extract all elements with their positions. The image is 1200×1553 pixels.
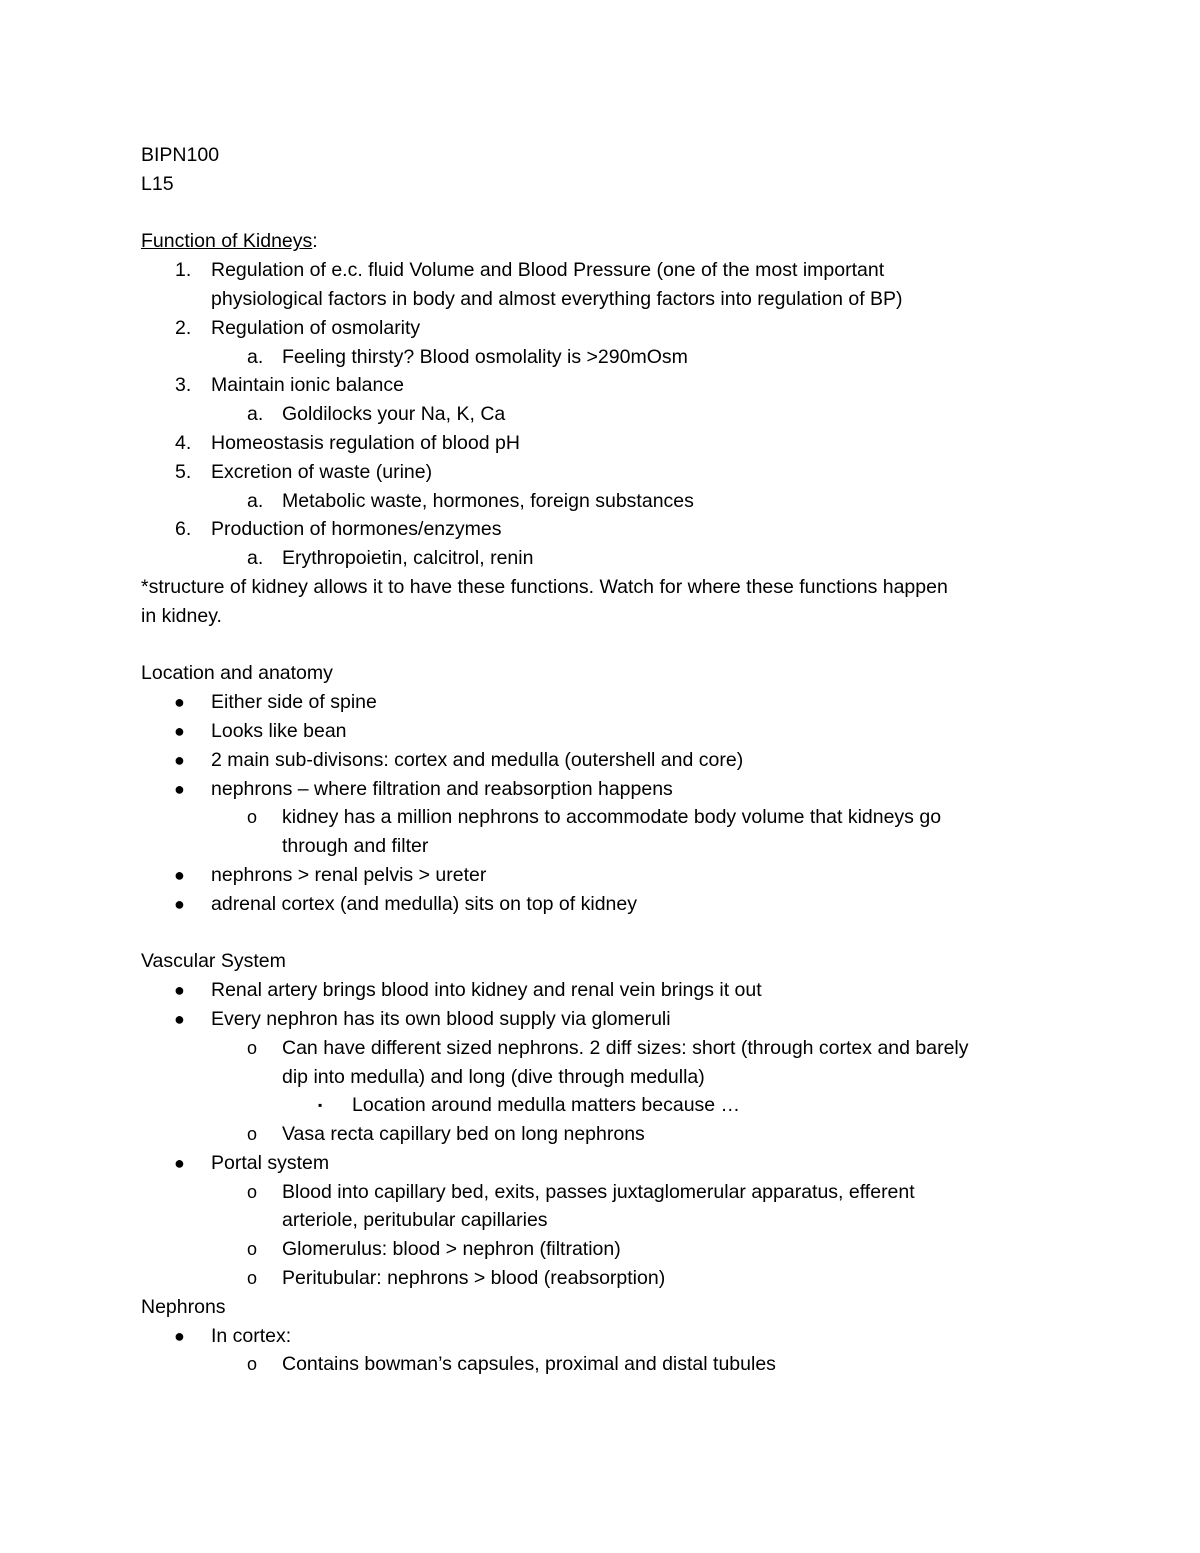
bullet-text: Renal artery brings blood into kidney and renal vein brings it out xyxy=(211,979,762,1002)
bullet-item xyxy=(141,717,1056,746)
item-number: 3. xyxy=(175,374,192,397)
sub-bullet-item xyxy=(141,1120,1056,1149)
functions-heading-text: Function of Kidneys xyxy=(141,230,313,253)
sub-bullet-item xyxy=(141,1350,1056,1379)
bullet-item xyxy=(141,1149,1056,1178)
bullet-text: Portal system xyxy=(211,1151,330,1174)
functions-heading-colon: : xyxy=(312,230,318,253)
sub-sub-bullet-text: Location around medulla matters because … xyxy=(352,1094,741,1117)
subitem-text: Metabolic waste, hormones, foreign substances xyxy=(282,489,694,512)
bullet-icon: ● xyxy=(174,980,185,1001)
bullet-icon: ● xyxy=(174,778,185,799)
bullet-text: nephrons > renal pelvis > ureter xyxy=(211,863,487,886)
square-bullet-icon: ▪ xyxy=(318,1098,323,1113)
bullet-item xyxy=(141,746,1056,775)
course-code: BIPN100 xyxy=(141,144,220,166)
numbered-item xyxy=(141,371,1056,400)
numbered-item-continuation: physiological factors in body and almost everything factors into regulation of BP) xyxy=(211,287,903,310)
item-number: 4. xyxy=(175,431,192,454)
bullet-text: 2 main sub-divisons: cortex and medulla (outershell and core) xyxy=(211,748,744,771)
bullet-item xyxy=(141,1005,1056,1034)
spacer xyxy=(141,631,1056,660)
subitem-text: Erythropoietin, calcitrol, renin xyxy=(282,547,534,570)
circle-bullet-icon: o xyxy=(247,807,258,828)
item-text: Homeostasis regulation of blood pH xyxy=(211,431,520,454)
bullet-text: In cortex: xyxy=(211,1324,292,1347)
circle-bullet-icon: o xyxy=(247,1124,258,1145)
bullet-item xyxy=(141,1322,1056,1351)
sub-bullet-item xyxy=(141,1034,1056,1063)
item-text: Regulation of osmolarity xyxy=(211,316,421,339)
sub-sub-bullet-item xyxy=(141,1091,1056,1120)
bullet-icon: ● xyxy=(174,864,185,885)
circle-bullet-icon: o xyxy=(247,1239,258,1260)
sub-bullet-continuation: arteriole, peritubular capillaries xyxy=(282,1209,548,1232)
bullet-text: Looks like bean xyxy=(211,719,347,742)
bullet-icon: ● xyxy=(174,749,185,770)
section-heading-vascular: Vascular System xyxy=(141,950,286,973)
bullet-item xyxy=(141,890,1056,919)
lettered-subitem xyxy=(141,343,1056,372)
numbered-item xyxy=(141,314,1056,343)
numbered-item xyxy=(141,458,1056,487)
subitem-text: Feeling thirsty? Blood osmolality is >290mOsm xyxy=(282,345,688,368)
sub-bullet-item xyxy=(141,1178,1056,1207)
item-text: Excretion of waste (urine) xyxy=(211,460,433,483)
notes-body xyxy=(141,141,1056,1379)
subitem-letter: a. xyxy=(247,403,264,426)
numbered-item xyxy=(141,515,1056,544)
item-number: 1. xyxy=(175,259,192,282)
lettered-subitem xyxy=(141,487,1056,516)
item-text: Maintain ionic balance xyxy=(211,374,404,397)
subitem-letter: a. xyxy=(247,547,264,570)
lecture-number: L15 xyxy=(141,172,174,195)
bullet-text: adrenal cortex (and medulla) sits on top of kidney xyxy=(211,892,637,915)
circle-bullet-icon: o xyxy=(247,1354,258,1375)
bullet-item xyxy=(141,976,1056,1005)
spacer xyxy=(141,919,1056,948)
lettered-subitem xyxy=(141,400,1056,429)
sub-bullet-text: Can have different sized nephrons. 2 diff sizes: short (through cortex and barely xyxy=(282,1036,969,1059)
bullet-item xyxy=(141,861,1056,890)
item-number: 2. xyxy=(175,316,192,339)
bullet-icon: ● xyxy=(174,1152,185,1173)
subitem-text: Goldilocks your Na, K, Ca xyxy=(282,403,506,426)
lettered-subitem xyxy=(141,544,1056,573)
numbered-item xyxy=(141,256,1056,285)
structure-note-continuation: in kidney. xyxy=(141,604,222,627)
bullet-text: nephrons – where filtration and reabsorption happens xyxy=(211,777,673,800)
subitem-letter: a. xyxy=(247,345,264,368)
item-number: 5. xyxy=(175,460,192,483)
sub-bullet-continuation: dip into medulla) and long (dive through medulla) xyxy=(282,1065,705,1088)
numbered-item xyxy=(141,429,1056,458)
structure-note: *structure of kidney allows it to have these functions. Watch for where these functions happen xyxy=(141,575,948,598)
sub-bullet-text: Peritubular: nephrons > blood (reabsorption) xyxy=(282,1267,666,1290)
bullet-item xyxy=(141,688,1056,717)
bullet-icon: ● xyxy=(174,1325,185,1346)
sub-bullet-text: Blood into capillary bed, exits, passes juxtaglomerular apparatus, efferent xyxy=(282,1180,915,1203)
sub-bullet-item xyxy=(141,1235,1056,1264)
sub-bullet-continuation: through and filter xyxy=(282,835,429,858)
sub-bullet-text: kidney has a million nephrons to accommodate body volume that kidneys go xyxy=(282,806,942,829)
bullet-item xyxy=(141,775,1056,804)
circle-bullet-icon: o xyxy=(247,1181,258,1202)
circle-bullet-icon: o xyxy=(247,1037,258,1058)
bullet-icon: ● xyxy=(174,692,185,713)
item-number: 6. xyxy=(175,518,192,541)
sub-bullet-item xyxy=(141,803,1056,832)
bullet-text: Every nephron has its own blood supply via glomeruli xyxy=(211,1007,671,1030)
sub-bullet-text: Vasa recta capillary bed on long nephrons xyxy=(282,1123,645,1146)
bullet-icon: ● xyxy=(174,1008,185,1029)
sub-bullet-text: Glomerulus: blood > nephron (filtration) xyxy=(282,1238,621,1261)
bullet-icon: ● xyxy=(174,893,185,914)
item-text: Regulation of e.c. fluid Volume and Blood Pressure (one of the most important xyxy=(211,259,885,282)
subitem-letter: a. xyxy=(247,489,264,512)
item-text: Production of hormones/enzymes xyxy=(211,518,502,541)
bullet-icon: ● xyxy=(174,720,185,741)
circle-bullet-icon: o xyxy=(247,1268,258,1289)
sub-bullet-item xyxy=(141,1264,1056,1293)
section-heading-functions xyxy=(141,227,1056,256)
section-heading-nephrons: Nephrons xyxy=(141,1295,226,1318)
spacer xyxy=(141,199,1056,228)
bullet-text: Either side of spine xyxy=(211,691,377,714)
section-heading-location: Location and anatomy xyxy=(141,662,333,685)
sub-bullet-text: Contains bowman’s capsules, proximal and distal tubules xyxy=(282,1353,776,1376)
